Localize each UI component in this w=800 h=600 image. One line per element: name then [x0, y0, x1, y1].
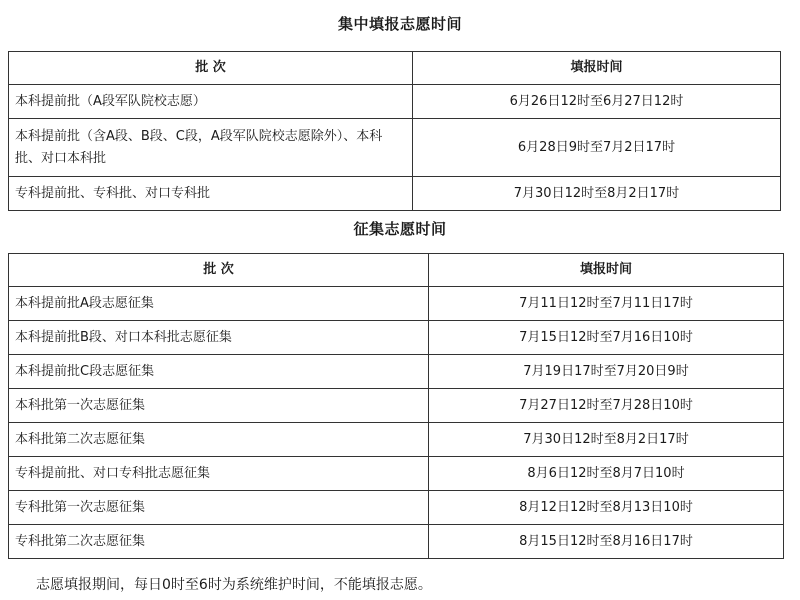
solicitation-section-title: 征集志愿时间 — [353, 220, 447, 238]
time-cell: 6月28日9时至7月2日17时 — [413, 119, 781, 177]
time-cell: 7月11日12时至7月11日17时 — [429, 287, 784, 321]
batch-cell: 本科提前批（A段军队院校志愿） — [9, 85, 413, 119]
time-cell: 7月19日17时至7月20日9时 — [429, 355, 784, 389]
batch-column-header: 批 次 — [9, 254, 429, 287]
table-row — [9, 525, 784, 559]
batch-cell: 专科提前批、专科批、对口专科批 — [9, 177, 413, 211]
batch-cell: 本科提前批A段志愿征集 — [9, 287, 429, 321]
time-column-header: 填报时间 — [429, 254, 784, 287]
time-cell: 7月30日12时至8月2日17时 — [413, 177, 781, 211]
batch-cell: 本科批第一次志愿征集 — [9, 389, 429, 423]
table-row — [9, 423, 784, 457]
table-row — [9, 321, 784, 355]
table-row — [9, 85, 781, 119]
time-cell: 7月27日12时至7月28日10时 — [429, 389, 784, 423]
batch-cell: 本科提前批（含A段、B段、C段，A段军队院校志愿除外）、本科批、对口本科批 — [9, 119, 413, 177]
batch-column-header: 批 次 — [9, 52, 413, 85]
table-row — [9, 287, 784, 321]
table-header-row — [9, 52, 781, 85]
time-column-header: 填报时间 — [413, 52, 781, 85]
table-row — [9, 119, 781, 177]
concentrated-schedule-table — [8, 51, 781, 211]
time-cell: 7月30日12时至8月2日17时 — [429, 423, 784, 457]
table-row — [9, 177, 781, 211]
maintenance-note: 志愿填报期间，每日0时至6时为系统维护时间，不能填报志愿。 — [36, 577, 432, 593]
batch-cell: 本科提前批B段、对口本科批志愿征集 — [9, 321, 429, 355]
time-cell: 7月15日12时至7月16日10时 — [429, 321, 784, 355]
table-header-row — [9, 254, 784, 287]
batch-cell: 本科提前批C段志愿征集 — [9, 355, 429, 389]
table-row — [9, 491, 784, 525]
batch-cell: 本科批第二次志愿征集 — [9, 423, 429, 457]
time-cell: 8月15日12时至8月16日17时 — [429, 525, 784, 559]
table-row — [9, 457, 784, 491]
table-row — [9, 389, 784, 423]
time-cell: 6月26日12时至6月27日12时 — [413, 85, 781, 119]
concentrated-section-title: 集中填报志愿时间 — [337, 15, 462, 33]
time-cell: 8月6日12时至8月7日10时 — [429, 457, 784, 491]
solicitation-schedule-table — [8, 253, 784, 559]
batch-cell: 专科批第一次志愿征集 — [9, 491, 429, 525]
table-row — [9, 355, 784, 389]
time-cell: 8月12日12时至8月13日10时 — [429, 491, 784, 525]
batch-cell: 专科提前批、对口专科批志愿征集 — [9, 457, 429, 491]
batch-cell: 专科批第二次志愿征集 — [9, 525, 429, 559]
